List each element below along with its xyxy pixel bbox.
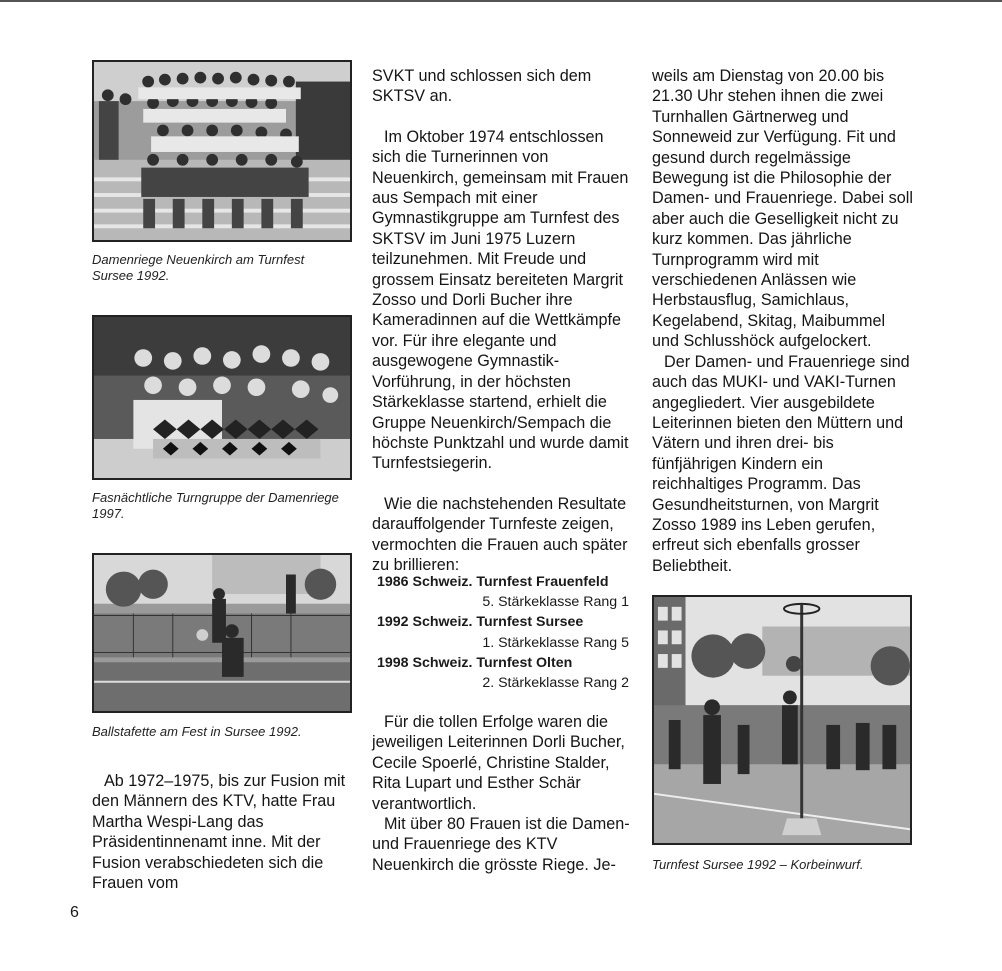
text-column-3 [652,66,914,576]
result-item [377,572,629,612]
col3-paragraph-2: Der Damen- und Frauenriege sind auch das MUKI- und VAKI-Turnen angegliedert. Vier ausgebildete Leiterinnen bieten den Müttern und Vätern und ihren drei- bis fünfjährigen Kindern ein reichhaltiges Programm. Das Gesundheitsturnen, von Margrit Zosso 1989 ins Leben gerufen, erfreut sich ebenfalls grosser Beliebtheit. [652,352,910,575]
results-list [377,572,629,693]
result-item [377,653,629,693]
page-number: 6 [70,904,79,921]
photo-group-steps [92,60,352,242]
caption-photo2: Fasnächtliche Turngruppe der Damenriege 1997. [92,490,339,521]
text-column-1 [92,771,354,893]
text-column-2 [372,66,634,575]
col2-paragraph-4: Für die tollen Erfolge waren die jeweiligen Leiterinnen Dorli Bucher, Cecile Spoerlé, Christine Stalder, Rita Lupart und Esther Schär verantwortlich. [372,713,625,813]
col1-paragraph-1: Ab 1972–1975, bis zur Fusion mit den Männern des KTV, hatte Frau Martha Wespi-Lang das Präsidentinnenamt inne. Mit der Fusion verabschiedeten sich die Frauen vom [92,772,346,893]
result-heading: 1992 Schweiz. Turnfest Sursee [377,614,584,631]
caption-photo3: Ballstafette am Fest in Sursee 1992. [92,724,302,739]
result-rank: 5. Stärkeklasse Rang 1 [482,594,629,611]
caption-photo1: Damenriege Neuenkirch am Turnfest Sursee 1992. [92,252,305,283]
result-heading: 1986 Schweiz. Turnfest Frauenfeld [377,574,609,590]
col2-paragraph-5: Mit über 80 Frauen ist die Damen- und Frauenriege des KTV Neuenkirch die grösste Riege. Je- [372,815,630,874]
photo-basket-throw [652,595,912,845]
col2-paragraph-1: SVKT und schlossen sich dem SKTSV an. [372,67,592,106]
result-rank: 1. Stärkeklasse Rang 5 [482,634,629,651]
col3-paragraph-1: weils am Dienstag von 20.00 bis 21.30 Uhr stehen ihnen die zwei Turnhallen Gärtnerweg und Sonneweid zur Verfügung. Fit und gesund durch regelmässige Bewegung ist die Philosophie der Damen- und Frauenriege. Dabei soll aber auch die Geselligkeit nicht zu kurz kommen. Das jährliche Turnprogramm wird mit verschiedenen Anlässen wie Herbstausflug, Samichlaus, Kegelabend, Skitag, Maibummel und Schlusshöck aufgelockert. [652,67,913,351]
result-heading: 1998 Schweiz. Turnfest Olten [377,654,573,671]
caption-photo4: Turnfest Sursee 1992 – Korbeinwurf. [652,857,864,872]
result-item [377,612,629,652]
col2-paragraph-2: Im Oktober 1974 entschlossen sich die Turnerinnen von Neuenkirch, gemeinsam mit Frauen aus Sempach mit einer Gymnastikgruppe am Turnfest des SKTSV im Juni 1975 Luzern teilzunehmen. Mit Freude und grossem Einsatz bereiteten Margrit Zosso und Dorli Bucher ihre Kameradinnen auf die Wettkämpfe vor. Für ihre elegante und ausgewogene Gymnastik-Vorführung, in der höchsten Stärkeklasse startend, erhielt die Gruppe Neuenkirch/Sempach die höchste Punktzahl und wurde damit Turnfestsiegerin. [372,127,629,473]
photo-ball-relay [92,553,352,713]
text-column-2-bottom [372,712,634,875]
top-rule [0,0,1002,2]
result-rank: 2. Stärkeklasse Rang 2 [482,675,629,692]
photo-carnival-group [92,315,352,480]
col2-paragraph-3: Wie die nachstehenden Resultate darauffolgender Turnfeste zeigen, vermochten die Frauen auch später zu brillieren: [372,494,628,574]
